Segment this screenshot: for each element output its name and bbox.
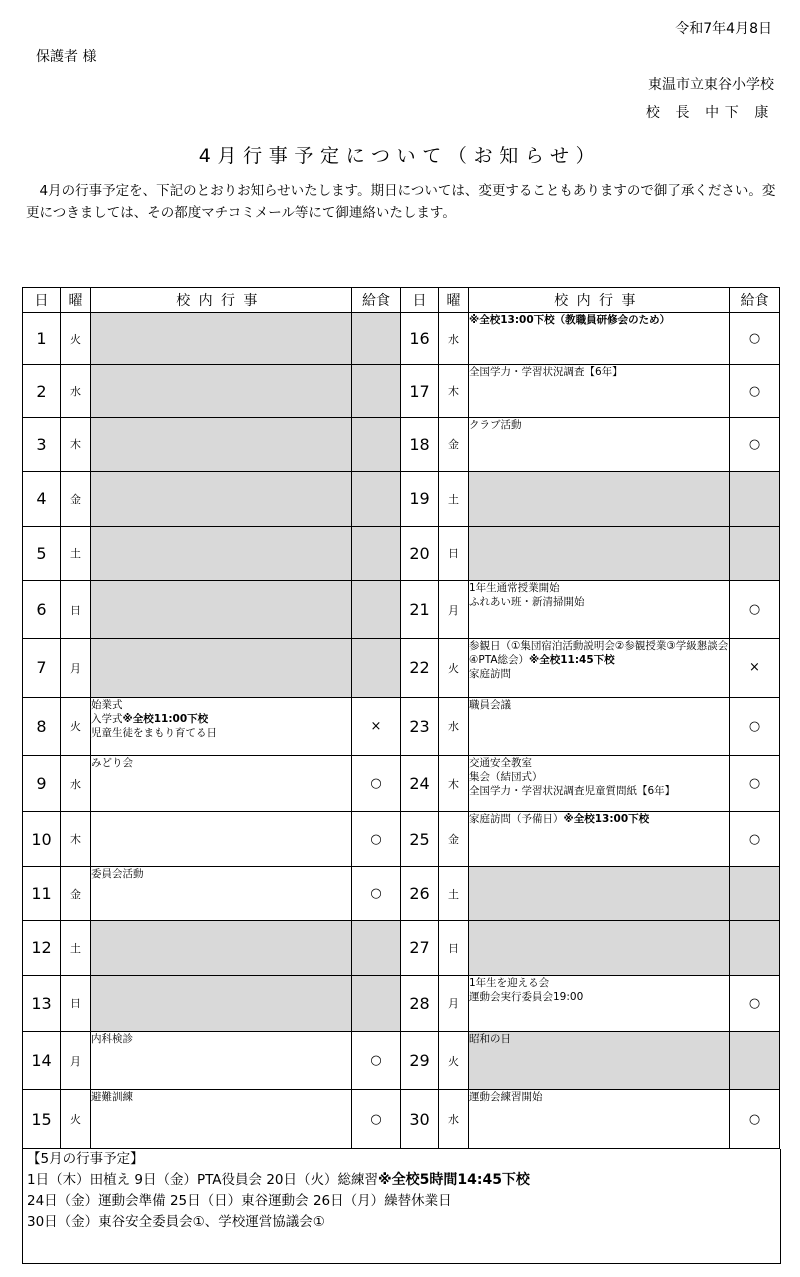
day-cell: 22	[401, 639, 439, 697]
lunch-cell: ○	[352, 812, 401, 866]
lunch-cell	[352, 417, 401, 471]
weekday-cell: 月	[61, 639, 91, 697]
weekday-cell: 金	[61, 472, 91, 526]
day-cell: 29	[401, 1032, 439, 1090]
event-text: 1年生通常授業開始	[469, 581, 560, 594]
events-cell	[469, 639, 730, 697]
dismissal-note: ※全校13:00下校（教職員研修会のため）	[469, 314, 671, 326]
day-cell: 12	[23, 921, 61, 975]
day-cell: 6	[23, 580, 61, 638]
weekday-cell: 火	[61, 697, 91, 755]
event-text: 全国学力・学習状況調査児童質問紙【6年】	[469, 785, 676, 798]
header-day: 日	[401, 288, 439, 313]
event-line	[469, 1090, 729, 1104]
table-row	[23, 1090, 780, 1149]
may-line-3: 30日（金）東谷安全委員会①、学校運営協議会①	[27, 1214, 325, 1230]
lunch-cell	[730, 866, 780, 920]
event-line	[469, 365, 729, 379]
event-line	[91, 1032, 351, 1046]
events-cell	[91, 697, 352, 755]
table-row	[23, 1032, 780, 1090]
weekday-cell: 水	[61, 365, 91, 417]
event-text: 交通安全教室	[469, 757, 532, 770]
weekday-cell: 金	[439, 417, 469, 471]
may-dismissal-note: ※全校5時間14:45下校	[378, 1172, 530, 1188]
lunch-cell: ○	[730, 697, 780, 755]
weekday-cell: 土	[439, 472, 469, 526]
weekday-cell: 火	[439, 1032, 469, 1090]
event-line	[469, 756, 729, 770]
weekday-cell: 日	[439, 921, 469, 975]
event-text: 家庭訪問	[469, 668, 511, 681]
events-cell	[469, 921, 730, 975]
header-events: 校内行事	[91, 288, 352, 313]
table-row	[23, 697, 780, 755]
day-cell: 17	[401, 365, 439, 417]
table-row	[23, 472, 780, 526]
day-cell: 7	[23, 639, 61, 697]
dismissal-note: ※全校11:00下校	[122, 712, 209, 725]
day-cell: 1	[23, 313, 61, 365]
lunch-cell: ○	[352, 866, 401, 920]
lunch-cell: ○	[730, 313, 780, 365]
event-text: 全国学力・学習状況調査【6年】	[469, 366, 623, 379]
event-text: 始業式	[91, 698, 123, 711]
events-cell	[91, 975, 352, 1031]
weekday-cell: 水	[439, 313, 469, 365]
day-cell: 4	[23, 472, 61, 526]
event-text: 家庭訪問（予備日）	[469, 813, 564, 826]
lunch-cell	[730, 921, 780, 975]
day-cell: 5	[23, 526, 61, 580]
day-cell: 2	[23, 365, 61, 417]
lunch-cell: ○	[352, 756, 401, 812]
day-cell: 23	[401, 697, 439, 755]
event-text: クラブ活動	[469, 418, 522, 431]
weekday-cell: 月	[439, 580, 469, 638]
day-cell: 13	[23, 975, 61, 1031]
lunch-cell	[352, 921, 401, 975]
table-row	[23, 313, 780, 365]
weekday-cell: 土	[61, 921, 91, 975]
weekday-cell: 月	[61, 1032, 91, 1090]
events-cell	[469, 417, 730, 471]
lunch-cell: ○	[730, 812, 780, 866]
event-text: 昭和の日	[469, 1033, 511, 1045]
event-line	[469, 770, 729, 784]
events-cell	[91, 580, 352, 638]
events-cell	[91, 756, 352, 812]
weekday-cell: 日	[61, 580, 91, 638]
event-line	[469, 784, 729, 798]
events-cell	[91, 313, 352, 365]
header-weekday: 曜	[439, 288, 469, 313]
event-line	[91, 726, 351, 740]
schedule-table	[22, 287, 780, 1149]
lunch-cell	[352, 580, 401, 638]
weekday-cell: 日	[61, 975, 91, 1031]
table-row	[23, 975, 780, 1031]
event-text: みどり会	[91, 757, 133, 770]
event-line	[469, 667, 729, 681]
events-cell	[469, 580, 730, 638]
day-cell: 15	[23, 1090, 61, 1149]
weekday-cell: 火	[61, 1090, 91, 1149]
may-line-1: 1日（木）田植え 9日（金）PTA役員会 20日（火）総練習※全校5時間14:45下校	[27, 1172, 530, 1188]
weekday-cell: 水	[439, 1090, 469, 1149]
day-cell: 21	[401, 580, 439, 638]
event-line	[469, 639, 729, 667]
may-schedule	[22, 1149, 781, 1264]
weekday-cell: 木	[439, 756, 469, 812]
event-text: 1年生を迎える会	[469, 976, 550, 989]
events-cell	[91, 417, 352, 471]
lunch-cell	[730, 526, 780, 580]
may-line-2: 24日（金）運動会準備 25日（日）東谷運動会 26日（月）繰替休業日	[27, 1193, 452, 1209]
issue-date: 令和7年4月8日	[675, 21, 772, 37]
lunch-cell: ×	[730, 639, 780, 697]
addressee: 保護者 様	[36, 49, 97, 65]
table-row	[23, 756, 780, 812]
weekday-cell: 金	[61, 866, 91, 920]
event-line	[469, 698, 729, 712]
day-cell: 14	[23, 1032, 61, 1090]
events-cell	[91, 812, 352, 866]
day-cell: 11	[23, 866, 61, 920]
header-lunch: 給食	[352, 288, 401, 313]
day-cell: 30	[401, 1090, 439, 1149]
intro-paragraph: 4月の行事予定を、下記のとおりお知らせいたします。期日については、変更することもありますので御了承ください。変更につきましては、その都度マチコミメール等にて御連絡いたします。	[26, 183, 776, 221]
day-cell: 28	[401, 975, 439, 1031]
events-cell	[469, 866, 730, 920]
table-row	[23, 365, 780, 417]
weekday-cell: 火	[439, 639, 469, 697]
events-cell	[91, 365, 352, 417]
event-text: 内科検診	[91, 1033, 133, 1045]
day-cell: 19	[401, 472, 439, 526]
event-text: 集会（結団式）	[469, 771, 543, 784]
day-cell: 16	[401, 313, 439, 365]
events-cell	[469, 365, 730, 417]
event-line	[469, 595, 729, 609]
event-line	[469, 1032, 729, 1046]
document-title: 4月行事予定について（お知らせ）	[198, 145, 602, 167]
table-row	[23, 417, 780, 471]
weekday-cell: 木	[61, 417, 91, 471]
lunch-cell	[730, 472, 780, 526]
event-line	[469, 313, 729, 327]
weekday-cell: 土	[439, 866, 469, 920]
day-cell: 26	[401, 866, 439, 920]
day-cell: 20	[401, 526, 439, 580]
day-cell: 27	[401, 921, 439, 975]
lunch-cell	[352, 639, 401, 697]
lunch-cell: ○	[730, 417, 780, 471]
event-text: 運動会実行委員会19:00	[469, 990, 584, 1003]
event-line	[469, 812, 729, 826]
header-events: 校内行事	[469, 288, 730, 313]
event-line	[91, 698, 351, 712]
weekday-cell: 金	[439, 812, 469, 866]
lunch-cell	[730, 1032, 780, 1090]
dismissal-note: ※全校13:00下校	[563, 813, 650, 826]
header-lunch: 給食	[730, 288, 780, 313]
lunch-cell	[352, 365, 401, 417]
events-cell	[469, 975, 730, 1031]
lunch-cell: ×	[352, 697, 401, 755]
events-cell	[91, 472, 352, 526]
events-cell	[91, 526, 352, 580]
weekday-cell: 土	[61, 526, 91, 580]
day-cell: 18	[401, 417, 439, 471]
may-heading: 【5月の行事予定】	[27, 1151, 144, 1167]
event-text: 職員会議	[469, 698, 511, 711]
lunch-cell: ○	[352, 1032, 401, 1090]
event-text: 避難訓練	[91, 1091, 133, 1104]
events-cell	[469, 1090, 730, 1149]
events-cell	[469, 697, 730, 755]
table-row	[23, 866, 780, 920]
events-cell	[469, 1032, 730, 1090]
day-cell: 8	[23, 697, 61, 755]
day-cell: 25	[401, 812, 439, 866]
events-cell	[91, 921, 352, 975]
header-day: 日	[23, 288, 61, 313]
weekday-cell: 水	[439, 697, 469, 755]
table-row	[23, 526, 780, 580]
lunch-cell	[352, 313, 401, 365]
weekday-cell: 日	[439, 526, 469, 580]
school-name: 東温市立東谷小学校	[648, 77, 774, 93]
table-header-row	[23, 288, 780, 313]
lunch-cell: ○	[730, 1090, 780, 1149]
table-row	[23, 921, 780, 975]
event-line	[469, 418, 729, 432]
event-line	[469, 581, 729, 595]
weekday-cell: 木	[61, 812, 91, 866]
events-cell	[469, 756, 730, 812]
weekday-cell: 木	[439, 365, 469, 417]
event-text: 委員会活動	[91, 867, 144, 880]
events-cell	[469, 812, 730, 866]
day-cell: 3	[23, 417, 61, 471]
lunch-cell	[352, 526, 401, 580]
event-line	[91, 756, 351, 770]
event-text: 参観日（①集団宿泊活動説明会②参観授業③学級懇談会④PTA総会）	[469, 640, 729, 667]
day-cell: 10	[23, 812, 61, 866]
lunch-cell	[352, 975, 401, 1031]
weekday-cell: 水	[61, 756, 91, 812]
lunch-cell: ○	[730, 365, 780, 417]
weekday-cell: 火	[61, 313, 91, 365]
events-cell	[469, 313, 730, 365]
event-line	[469, 976, 729, 990]
table-row	[23, 580, 780, 638]
event-line	[91, 867, 351, 881]
dismissal-note: ※全校11:45下校	[529, 654, 615, 667]
day-cell: 9	[23, 756, 61, 812]
principal-name: 校 長 中下 康	[645, 105, 774, 121]
event-line	[91, 1090, 351, 1104]
events-cell	[91, 1032, 352, 1090]
events-cell	[91, 1090, 352, 1149]
event-text: 運動会練習開始	[469, 1091, 543, 1104]
event-text: 児童生徒をまもり育てる日	[91, 726, 217, 739]
event-text: 入学式	[91, 712, 123, 725]
event-line	[469, 990, 729, 1004]
day-cell: 24	[401, 756, 439, 812]
event-line	[91, 712, 351, 726]
event-text: ふれあい班・新清掃開始	[469, 595, 585, 608]
table-row	[23, 639, 780, 697]
table-row	[23, 812, 780, 866]
events-cell	[469, 526, 730, 580]
events-cell	[469, 472, 730, 526]
events-cell	[91, 639, 352, 697]
events-cell	[91, 866, 352, 920]
header-weekday: 曜	[61, 288, 91, 313]
lunch-cell	[352, 472, 401, 526]
lunch-cell: ○	[730, 975, 780, 1031]
lunch-cell: ○	[352, 1090, 401, 1149]
lunch-cell: ○	[730, 580, 780, 638]
lunch-cell: ○	[730, 756, 780, 812]
weekday-cell: 月	[439, 975, 469, 1031]
